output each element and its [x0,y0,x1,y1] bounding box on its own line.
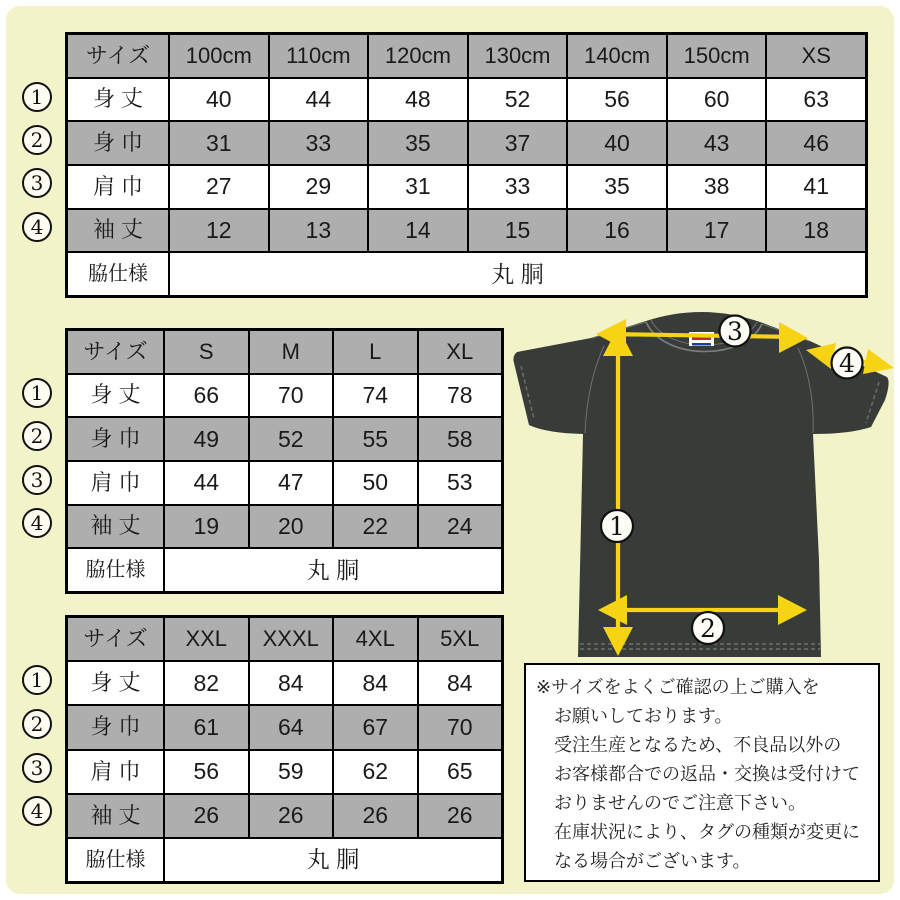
notice-line: なる場合がございます。 [554,851,751,871]
side-spec-label-cell: 脇仕様 [68,839,163,881]
value-cell: 82 [165,662,248,704]
value-cell: 52 [250,418,333,460]
row-label-cell: 身 巾 [68,706,163,748]
side-spec-value-cell: 丸 胴 [165,839,501,881]
side-spec-value-cell: 丸 胴 [170,253,865,295]
value-cell: 26 [250,795,333,837]
value-cell: 53 [419,462,502,504]
notice-line: お願いしております。 [554,706,733,726]
notice-line: おりませんのでご注意下さい。 [554,793,806,813]
row-number-badge: 3 [22,168,52,198]
value-cell: 35 [568,166,666,208]
row-label-cell: 身 丈 [68,79,168,121]
value-cell: 26 [165,795,248,837]
value-cell: 67 [334,706,417,748]
column-header-XL: XL [419,331,502,373]
value-cell: 60 [668,79,766,121]
value-cell: 70 [250,375,333,417]
size-header-cell: サイズ [68,35,168,77]
value-cell: 78 [419,375,502,417]
column-header-100cm: 100cm [170,35,268,77]
value-cell: 13 [270,210,368,252]
value-cell: 74 [334,375,417,417]
row-number-badge: 4 [22,508,52,538]
value-cell: 47 [250,462,333,504]
column-header-XXL: XXL [165,618,248,660]
row-number-badge: 3 [22,465,52,495]
value-cell: 61 [165,706,248,748]
value-cell: 14 [369,210,467,252]
row-label-cell: 身 丈 [68,662,163,704]
side-spec-label-cell: 脇仕様 [68,253,168,295]
value-cell: 59 [250,751,333,793]
side-spec-label-cell: 脇仕様 [68,549,163,591]
value-cell: 33 [469,166,567,208]
value-cell: 19 [165,506,248,548]
value-cell: 43 [668,122,766,164]
column-header-L: L [334,331,417,373]
value-cell: 46 [767,122,865,164]
row-number-badge: 2 [22,125,52,155]
svg-text:2: 2 [700,614,716,643]
value-cell: 41 [767,166,865,208]
column-header-XXXL: XXXL [250,618,333,660]
value-cell: 48 [369,79,467,121]
row-number-badge: 2 [22,709,52,739]
value-cell: 58 [419,418,502,460]
sleeve-length-badge [832,348,863,379]
column-header-110cm: 110cm [270,35,368,77]
column-header-XS: XS [767,35,865,77]
value-cell: 66 [165,375,248,417]
row-label-cell: 身 丈 [68,375,163,417]
column-header-5XL: 5XL [419,618,502,660]
row-label-cell: 袖 丈 [68,506,163,548]
value-cell: 44 [165,462,248,504]
value-cell: 70 [419,706,502,748]
value-cell: 62 [334,751,417,793]
size-header-cell: サイズ [68,331,163,373]
value-cell: 56 [165,751,248,793]
column-header-140cm: 140cm [568,35,666,77]
value-cell: 40 [568,122,666,164]
value-cell: 38 [668,166,766,208]
svg-text:1: 1 [609,512,625,541]
row-label-cell: 袖 丈 [68,210,168,252]
tshirt-measurement-diagram [500,298,900,666]
size-table-adult [65,328,504,594]
notice-line: 受注生産となるため、不良品以外の [554,735,842,755]
value-cell: 31 [170,122,268,164]
value-cell: 16 [568,210,666,252]
column-header-150cm: 150cm [668,35,766,77]
value-cell: 49 [165,418,248,460]
value-cell: 84 [334,662,417,704]
value-cell: 31 [369,166,467,208]
value-cell: 33 [270,122,368,164]
row-number-badge: 1 [22,665,52,695]
column-header-120cm: 120cm [369,35,467,77]
value-cell: 52 [469,79,567,121]
value-cell: 35 [369,122,467,164]
value-cell: 15 [469,210,567,252]
size-table-kids [65,32,868,298]
row-label-cell: 袖 丈 [68,795,163,837]
row-label-cell: 肩 巾 [68,462,163,504]
value-cell: 12 [170,210,268,252]
value-cell: 50 [334,462,417,504]
value-cell: 56 [568,79,666,121]
purchase-notice [524,663,880,882]
row-number-badge: 4 [22,212,52,242]
value-cell: 27 [170,166,268,208]
column-header-130cm: 130cm [469,35,567,77]
shoulder-width-badge [720,316,751,347]
row-number-badge: 1 [22,378,52,408]
value-cell: 55 [334,418,417,460]
value-cell: 17 [668,210,766,252]
value-cell: 63 [767,79,865,121]
body-width-badge [692,612,724,644]
value-cell: 24 [419,506,502,548]
notice-line: ※サイズをよくご確認の上ご購入を [536,677,820,697]
body-length-badge [601,510,633,542]
svg-text:4: 4 [839,349,855,378]
column-header-4XL: 4XL [334,618,417,660]
value-cell: 22 [334,506,417,548]
column-header-M: M [250,331,333,373]
row-label-cell: 肩 巾 [68,751,163,793]
size-table-big [65,615,504,884]
column-header-S: S [165,331,248,373]
value-cell: 18 [767,210,865,252]
row-number-badge: 3 [22,753,52,783]
value-cell: 84 [250,662,333,704]
row-number-badge: 1 [22,82,52,112]
notice-line: お客様都合での返品・交換は受付けて [554,764,860,784]
value-cell: 26 [419,795,502,837]
value-cell: 44 [270,79,368,121]
value-cell: 65 [419,751,502,793]
value-cell: 84 [419,662,502,704]
value-cell: 26 [334,795,417,837]
row-label-cell: 身 巾 [68,418,163,460]
row-number-badge: 4 [22,796,52,826]
value-cell: 64 [250,706,333,748]
row-number-badge: 2 [22,421,52,451]
value-cell: 20 [250,506,333,548]
value-cell: 29 [270,166,368,208]
svg-text:3: 3 [727,317,743,346]
value-cell: 37 [469,122,567,164]
notice-line: 在庫状況により、タグの種類が変更に [554,822,860,842]
row-label-cell: 肩 巾 [68,166,168,208]
size-header-cell: サイズ [68,618,163,660]
row-label-cell: 身 巾 [68,122,168,164]
side-spec-value-cell: 丸 胴 [165,549,501,591]
value-cell: 40 [170,79,268,121]
